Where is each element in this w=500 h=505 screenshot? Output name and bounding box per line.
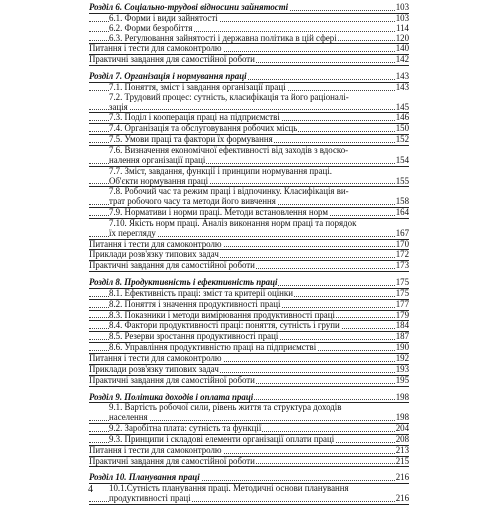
toc-text: налення організації праці	[109, 155, 206, 165]
toc-text: Практичні завдання для самостійної роботи	[89, 55, 255, 65]
toc-text: зація	[109, 102, 128, 112]
toc-entry	[89, 424, 409, 435]
toc-entry	[89, 321, 409, 332]
toc-page-number: 170	[395, 239, 409, 249]
toc-text: 7.3. Поділ і кооперація праці на підприємстві	[109, 113, 280, 123]
toc-chapter	[89, 473, 409, 484]
toc-text: Розділ 9. Політика доходів і оплата праці	[89, 392, 254, 402]
toc-entry	[89, 343, 409, 354]
toc-chapter	[89, 3, 409, 14]
toc-text: їх перегляду	[109, 228, 156, 238]
toc-page-number: 140	[395, 44, 409, 54]
toc-entry	[89, 177, 409, 188]
table-of-contents	[89, 3, 409, 505]
toc-entry	[89, 113, 409, 124]
toc-text: 7.6. Визначення економічної ефективності від заходів з вдоско-	[109, 145, 349, 155]
toc-page-number: 154	[395, 155, 409, 165]
toc-entry	[89, 55, 409, 66]
toc-page-number: 193	[395, 364, 409, 374]
toc-page-number: 177	[395, 299, 409, 309]
toc-text: 8.2. Поняття і значення продуктивності праці	[109, 299, 281, 309]
toc-text: 7.2. Трудовий процес: сутність, класифікація та його раціоналі-	[109, 92, 349, 102]
toc-text: 7.10. Якість норм праці. Аналіз виконання норм праці та порядок	[109, 218, 357, 228]
toc-page-number: 146	[395, 113, 409, 123]
toc-page-number: 155	[395, 176, 409, 186]
toc-text: Питання і тести для самоконтролю	[89, 44, 222, 54]
toc-text: 9.3. Принципи і складові елементи організації оплати праці	[109, 434, 335, 444]
toc-page-number: 184	[395, 321, 409, 331]
toc-page-number: 158	[395, 197, 409, 207]
toc-text: Приклади розв'язку типових задач	[89, 250, 219, 260]
page-number: 4	[88, 484, 93, 495]
toc-entry	[89, 156, 409, 167]
toc-entry	[89, 208, 409, 219]
toc-entry	[89, 146, 409, 156]
toc-entry	[89, 250, 409, 261]
toc-page-number: 198	[395, 413, 409, 423]
toc-entry	[89, 167, 409, 177]
toc-entry	[89, 261, 409, 272]
toc-page-number: 195	[395, 375, 409, 385]
toc-text: 8.5. Резерви зростання продуктивності праці	[109, 332, 279, 342]
toc-text: Питання і тести для самоконтролю	[89, 354, 222, 363]
toc-page-number: 152	[395, 135, 409, 145]
toc-text: трат робочого часу та методи його вивчення	[109, 197, 276, 207]
toc-page-number: 175	[395, 278, 409, 288]
toc-entry	[89, 365, 409, 376]
toc-chapter	[89, 393, 409, 404]
toc-entry	[89, 83, 409, 93]
toc-text: Практичні завдання для самостійної роботи	[89, 375, 255, 385]
toc-page-number: 215	[395, 456, 409, 466]
toc-text: 10.1.Сутність планування праці. Методичні основи планування	[109, 484, 349, 494]
toc-entry	[89, 187, 409, 197]
toc-page-number: 216	[395, 494, 409, 504]
toc-entry	[89, 103, 409, 114]
toc-entry	[89, 435, 409, 446]
toc-text: населення	[109, 413, 148, 423]
toc-entry	[89, 229, 409, 240]
toc-page-number: 198	[395, 392, 409, 402]
toc-page-number: 167	[395, 228, 409, 238]
toc-page-number: 192	[395, 354, 409, 363]
toc-entry	[89, 219, 409, 229]
toc-text: продуктивності праці	[109, 494, 191, 504]
toc-entry	[89, 484, 409, 494]
toc-entry	[89, 332, 409, 343]
toc-entry	[89, 300, 409, 311]
toc-chapter	[89, 278, 409, 289]
toc-text: Розділ 7. Організація і нормування праці	[89, 72, 247, 82]
toc-entry	[89, 289, 409, 300]
toc-entry	[89, 457, 409, 468]
toc-entry	[89, 14, 409, 24]
toc-entry	[89, 124, 409, 135]
toc-page-number: 187	[395, 332, 409, 342]
toc-text: 7.8. Робочий час та режим праці і відпочинку. Класифікація ви-	[109, 187, 349, 197]
toc-text: 8.6. Управління продуктивністю праці на підприємстві	[109, 343, 317, 353]
toc-entry	[89, 240, 409, 251]
toc-page-number: 204	[395, 424, 409, 434]
toc-entry	[89, 135, 409, 146]
toc-text: Питання і тести для самоконтролю	[89, 445, 222, 455]
toc-page-number: 190	[395, 343, 409, 353]
toc-page-number: 175	[395, 288, 409, 298]
toc-entry	[89, 354, 409, 365]
toc-text: 9.1. Вартість робочої сили, рівень життя та структура доходів	[109, 403, 342, 413]
toc-text: Питання і тести для самоконтролю	[89, 239, 222, 249]
toc-page-number: 143	[395, 82, 409, 92]
toc-text: 9.2. Заробітна плата: сутність та функції	[109, 424, 262, 434]
toc-page-number: 172	[395, 250, 409, 260]
toc-page-number: 208	[395, 434, 409, 444]
toc-text: 7.7. Зміст, завдання, функції і принципи нормування праці.	[109, 166, 332, 176]
toc-page-number: 150	[395, 124, 409, 134]
toc-text: Приклади розв'язку типових задач	[89, 364, 219, 374]
toc-text: 8.4. Фактори продуктивності праці: поняття, сутність і групи	[109, 321, 340, 331]
toc-page-number: 114	[396, 23, 409, 33]
toc-entry	[89, 197, 409, 208]
toc-text: 7.5. Умови праці та фактори їх формування	[109, 135, 273, 145]
toc-page-number: 179	[395, 310, 409, 320]
toc-page-number: 120	[395, 33, 409, 43]
toc-entry	[89, 93, 409, 103]
toc-text: 8.3. Показники і методи вимірювання продуктивності праці	[109, 310, 335, 320]
toc-entry	[89, 446, 409, 457]
toc-text: 7.1. Поняття, зміст і завдання організації праці	[109, 82, 286, 92]
toc-page-number: 142	[395, 55, 409, 65]
toc-entry	[89, 413, 409, 424]
toc-entry	[89, 24, 409, 34]
toc-text: 7.9. Нормативи і норми праці. Методи встановлення норм	[109, 208, 328, 218]
toc-text: Об'єкти нормування праці	[109, 176, 209, 186]
toc-text: Практичні завдання для самостійної роботи	[89, 456, 255, 466]
toc-text: 6.3. Регулювання зайнятості і державна політика в цій сфері	[109, 33, 337, 43]
toc-text: Розділ 10. Планування праці	[89, 473, 200, 483]
toc-page-number: 103	[395, 3, 409, 12]
toc-entry	[89, 376, 409, 387]
dot-leader	[89, 109, 395, 110]
toc-text: 7.4. Організація та обслуговування робочих місць	[109, 124, 298, 134]
toc-entry	[89, 311, 409, 322]
toc-text: Практичні завдання для самостійної роботи	[89, 261, 255, 271]
toc-entry	[89, 34, 409, 45]
toc-page-number: 164	[395, 208, 409, 218]
toc-entry	[89, 44, 409, 55]
toc-page-number: 213	[395, 445, 409, 455]
toc-text: Розділ 8. Продуктивність і ефективність праці	[89, 278, 278, 288]
toc-page-number: 173	[395, 261, 409, 271]
toc-page-number: 103	[395, 13, 409, 23]
toc-page-number: 216	[395, 473, 409, 483]
toc-text: 6.2. Форми безробіття	[109, 23, 193, 33]
toc-entry	[89, 403, 409, 413]
toc-text: Розділ 6. Соціально-трудові відносини зайнятості	[89, 3, 289, 12]
toc-page-number: 143	[395, 72, 409, 82]
toc-chapter	[89, 72, 409, 83]
toc-page-number: 145	[395, 102, 409, 112]
toc-text: 6.1. Форми і види зайнятості	[109, 13, 218, 23]
toc-text: 8.1. Ефективність праці: зміст та критерії оцінки	[109, 288, 293, 298]
